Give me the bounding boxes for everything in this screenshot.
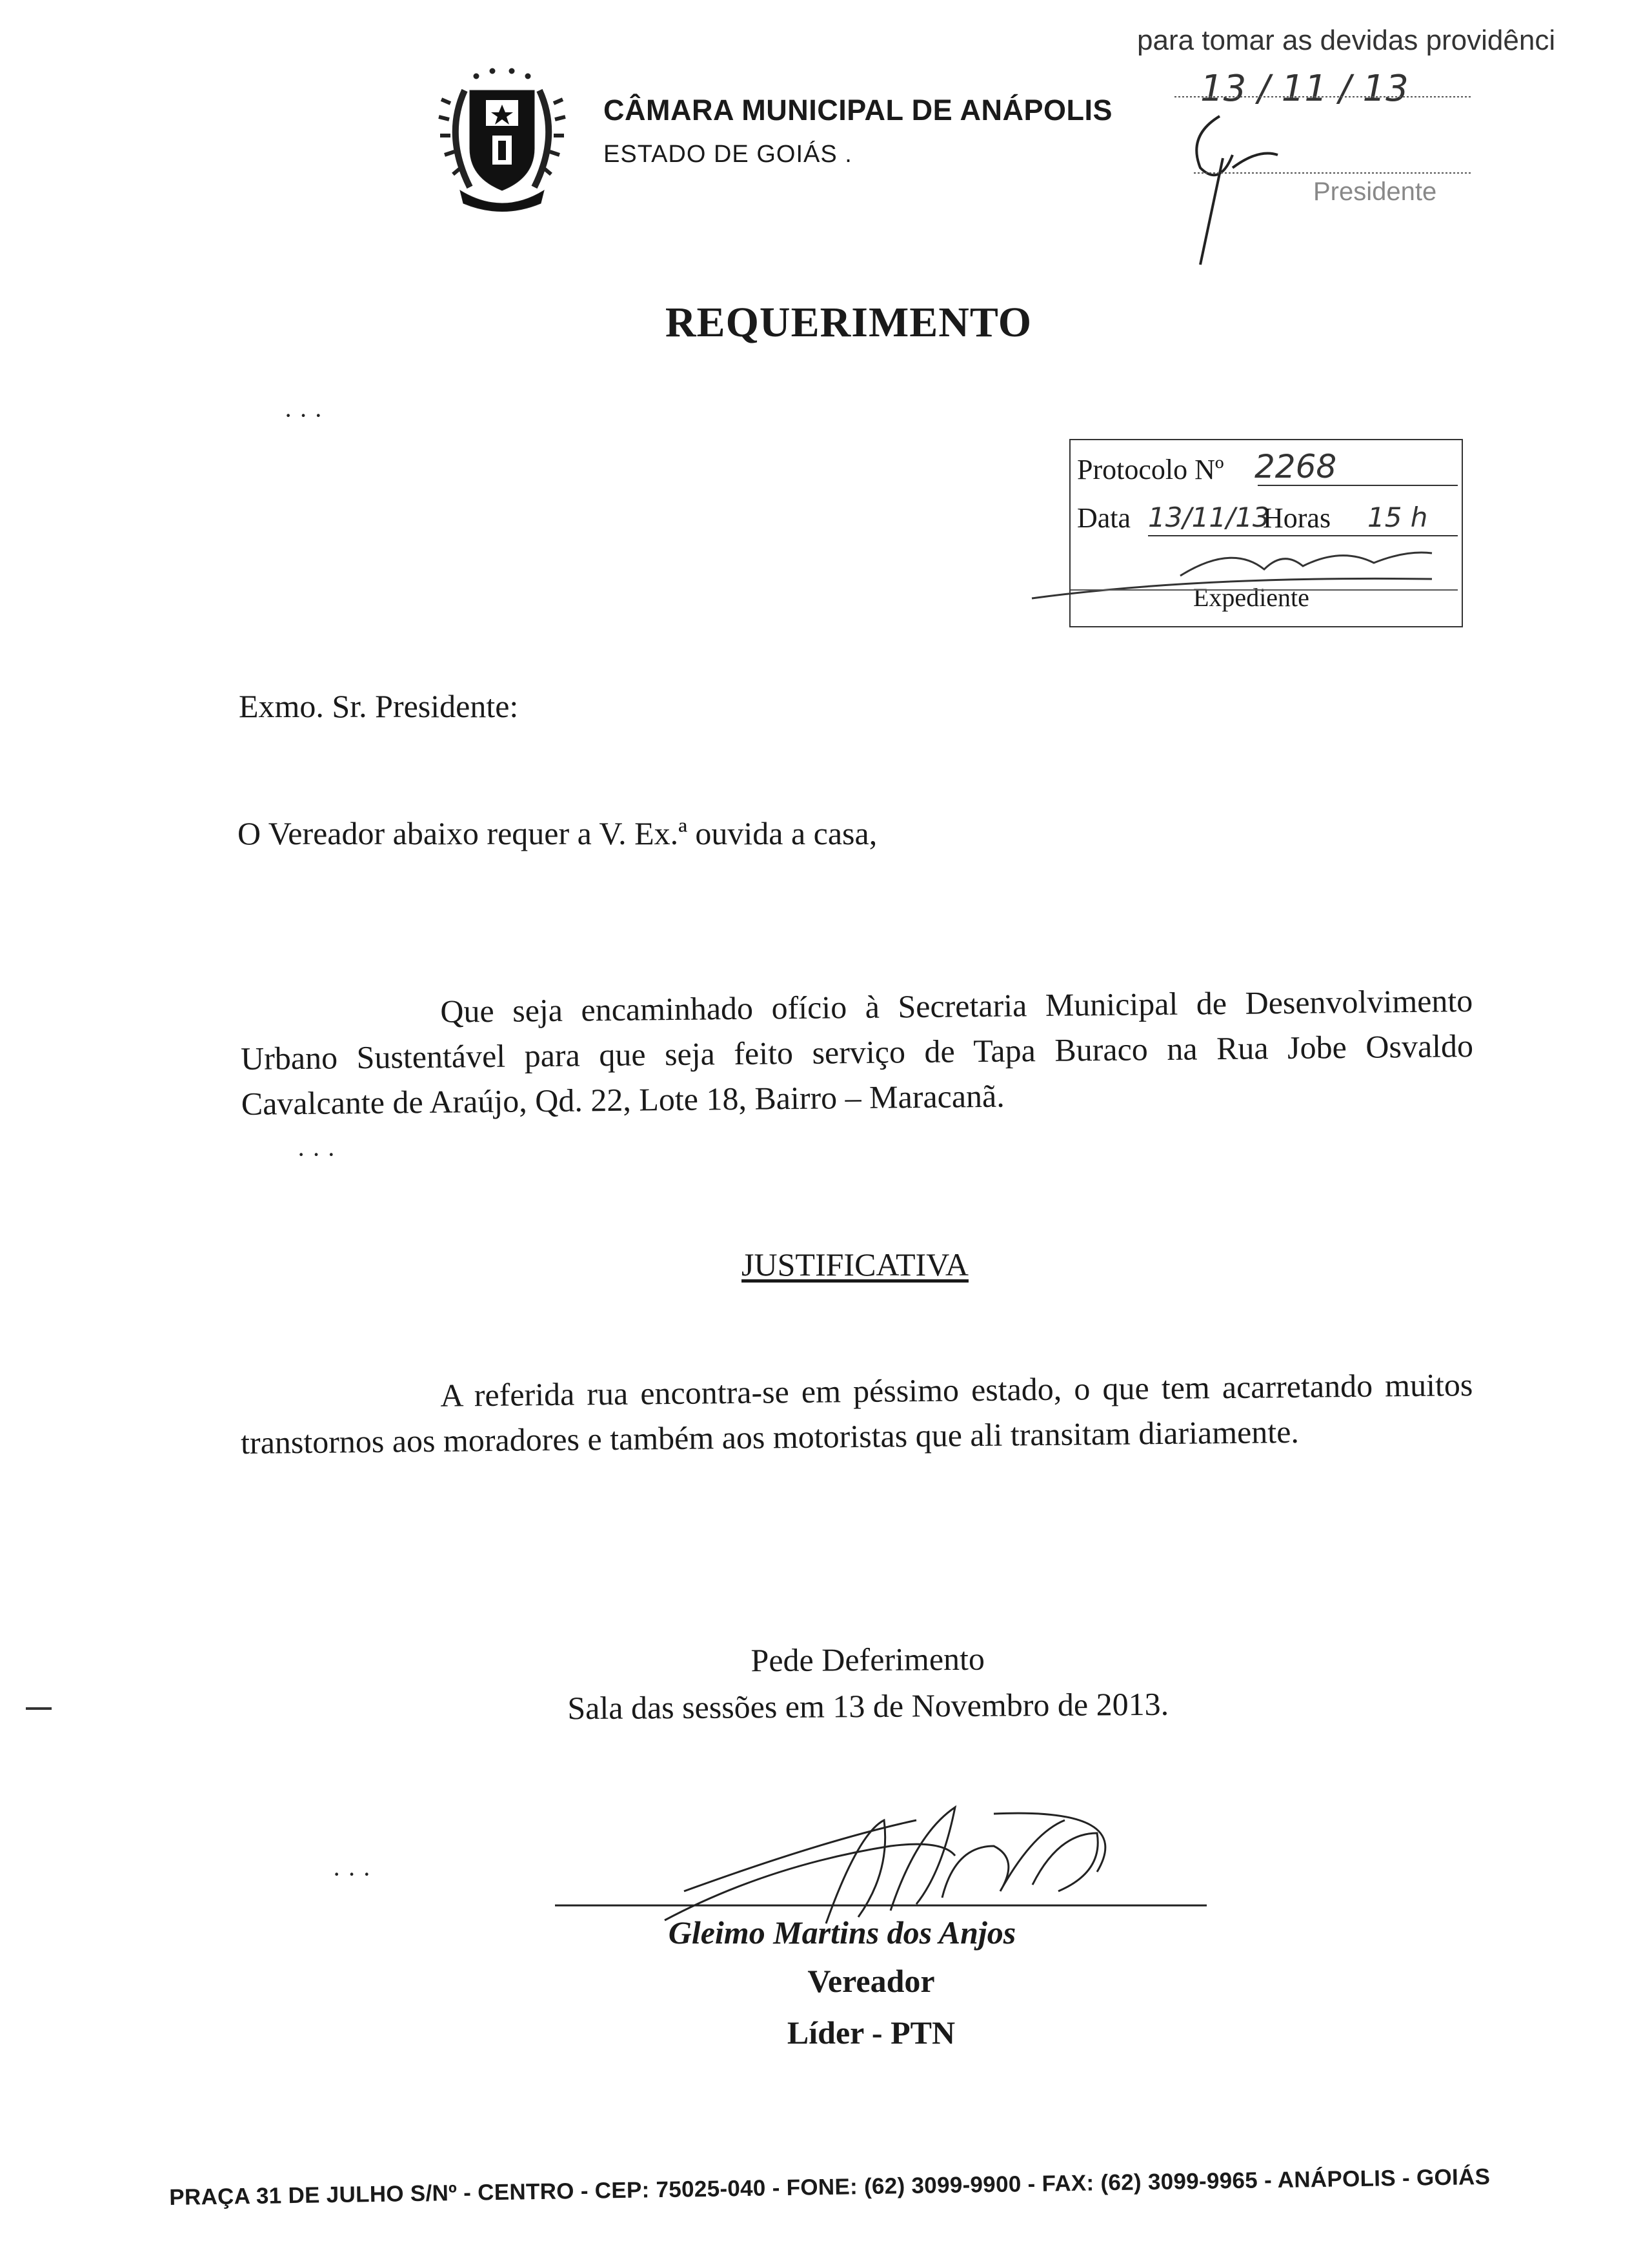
forwarding-stamp-date: 13 / 11 / 13	[1200, 68, 1409, 110]
scan-mark: · · ·	[284, 401, 323, 430]
document-title: REQUERIMENTO	[665, 299, 1032, 346]
stamp-signature-mark	[1110, 97, 1471, 265]
organization-name: CÂMARA MUNICIPAL DE ANÁPOLIS	[603, 94, 1113, 127]
salutation: Exmo. Sr. Presidente:	[239, 688, 519, 724]
signer-party: Líder - PTN	[787, 2014, 956, 2051]
closing-place-date: Sala das sessões em 13 de Novembro de 2013.	[567, 1685, 1169, 1727]
protocol-hours-value: 15 h	[1367, 502, 1428, 533]
protocol-initials-mark	[1071, 440, 1464, 629]
request-paragraph-text: Que seja encaminhado ofício à Secretaria Municipal de Desenvolvimento Urbano Sustentável para que seja feito serviço de Tapa Buraco na Rua Jobe Osvaldo Cavalcante de Araújo, Qd. 22, Lote 18, Bairro – Maracanã.	[240, 982, 1474, 1122]
protocol-expediente-label: Expediente	[1193, 583, 1309, 612]
request-paragraph	[240, 978, 1474, 1126]
municipal-crest-logo	[431, 65, 573, 213]
footer-address: PRAÇA 31 DE JULHO S/Nº - CENTRO - CEP: 75025-040 - FONE: (62) 3099-9900 - FAX: (62) 3099-9965 - ANÁPOLIS - GOIÁS	[169, 2164, 1491, 2210]
signer-role: Vereador	[807, 1963, 935, 1999]
protocol-stamp-box	[1069, 439, 1463, 627]
protocol-date-label: Data	[1077, 502, 1131, 534]
scan-mark: · · ·	[332, 1860, 371, 1889]
protocol-number: 2268	[1254, 448, 1337, 485]
scan-mark	[26, 1707, 52, 1710]
organization-state: ESTADO DE GOIÁS .	[603, 141, 852, 168]
forwarding-stamp-role: Presidente	[1313, 178, 1437, 206]
justificativa-heading: JUSTIFICATIVA	[741, 1246, 969, 1283]
scan-mark: · · ·	[297, 1140, 336, 1169]
justification-paragraph	[240, 1362, 1473, 1465]
signer-name: Gleimo Martins dos Anjos	[668, 1914, 1016, 1951]
forwarding-stamp-text: para tomar as devidas providênci	[1137, 25, 1556, 56]
protocol-label: Protocolo Nº	[1077, 454, 1224, 485]
closing-request: Pede Deferimento	[750, 1640, 985, 1679]
closing-block	[0, 1630, 1652, 1736]
justification-paragraph-text: A referida rua encontra-se em péssimo estado, o que tem acarretando muitos transtornos aos moradores e também aos motoristas que ali transitam diariamente.	[240, 1366, 1473, 1461]
protocol-date-value: 13/11/13	[1148, 502, 1270, 533]
intro-text: O Vereador abaixo requer a V. Ex.ª ouvida a casa,	[237, 815, 878, 851]
protocol-hours-label: Horas	[1263, 502, 1331, 534]
